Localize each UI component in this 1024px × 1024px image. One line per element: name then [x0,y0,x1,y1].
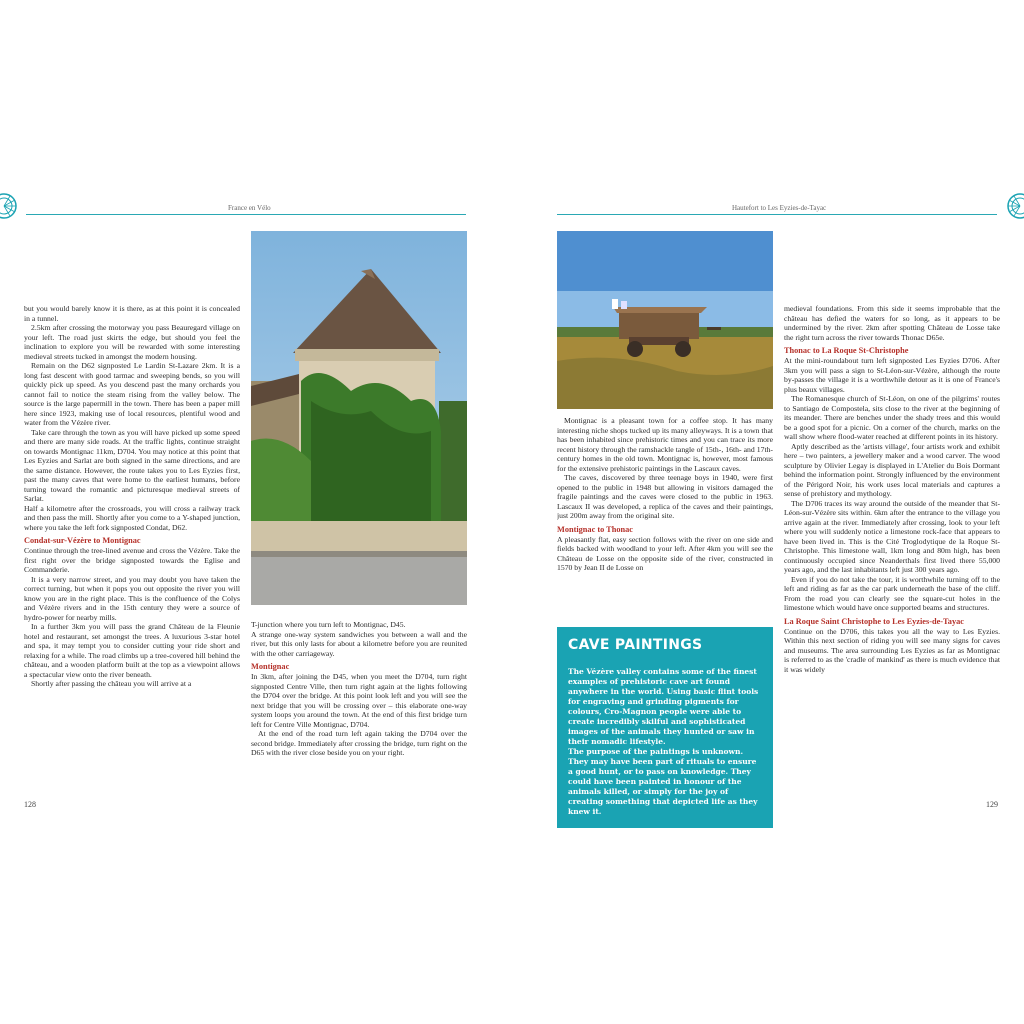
paragraph: The caves, discovered by three teenage boys in 1940, were first opened to the public in 1948 but allowing in visitors damaged the fragile paintings and the caves were closed to the public in 1963. Lascaux II was developed, a replica of the caves and their paintings, just 200m away from the original site. [557,473,773,520]
paragraph: Half a kilometre after the crossroads, you will cross a railway track and then pass the mill. Shortly after you come to a Y-shaped junction, where you take the left fork signposted Condat, D62. [24,503,240,532]
right-column-2 [784,304,1000,798]
paragraph: In 3km, after joining the D45, when you meet the D704, turn right signposted Centre Ville, then turn right again at the lights following the D704 over the bridge. At this point look left and you will see the next bridge that you will be crossing over – this elaborate one-way system loops you around the town. At the end of this first bridge turn left for Centre Ville Montignac, D704. [251,672,467,729]
section-heading: Montignac to Thonac [557,524,633,534]
paragraph: Shortly after passing the château you will arrive at a [31,679,192,688]
paragraph: The D706 traces its way around the outside of the meander that St-Léon-sur-Vézère sits within. 6km after the entrance to the village you arrive again at the river. Immediately after crossing, look to your left where you will suddenly notice a limestone rock-face that appears to have been lived in. This is the Cité Troglodytique de la Roque St-Christophe. This limestone wall, 1km long and 80m high, has been continuously occupied since Neanderthals first lived there 55,000 years ago, and the last inhabitants left just 300 years ago. [784,498,1000,574]
left-column-2 [251,620,467,800]
paragraph: Take care through the town as you will have picked up some speed and there are many side roads. At the traffic lights, continue straight on towards Montignac 11km, D704. You may notice at this point that Les Eyzies and Sarlat are both signed in the same directions, and are the same distance. However, the route takes you to Les Eyzies first, past the many caves that were home to the earliest humans, before turning toward the romantic and picturesque medieval streets of Sarlat. [24,427,240,503]
paragraph: Even if you do not take the tour, it is worthwhile turning off to the left and riding as far as the car park underneath the base of the cliff. From the road you can clearly see the square-cut holes in the limestone which would have once supported beams and structures. [784,574,1000,612]
photo-farm-machine [557,231,773,409]
section-heading: Condat-sur-Vézère to Montignac [24,536,141,545]
paragraph: medieval foundations. From this side it seems improbable that the château has defied the waters for so long, as it appears to be undermined by the river. 2km after spotting Château de Losse take the right turn across the river towards Thonac D65e. [784,304,1000,342]
paragraph: Remain on the D62 signposted Le Lardin St-Lazare 2km. It is a long fast descent with good tarmac and sweeping bends, so you will quickly pick up speed. As you descend past the many orchards you cannot fail to notice the steam rising from the valley below. The source is the large papermill in the town. There has been a paper mill here since 1923, making use of local resources, plentiful wood and water from the Vézère river. [24,361,240,427]
section-heading: Thonac to La Roque St-Christophe [784,346,909,355]
farm-illustration [557,231,773,409]
paragraph: T-junction where you turn left to Montignac, D45. [251,620,406,629]
paragraph: Montignac is a pleasant town for a coffee stop. It has many interesting niche shops tucked up its many alleyways. It is a town that has been inhabited since prehistoric times and you can trace its more recent history through the ramshackle tangle of 15th-, 16th- and 17th-century homes in the old town. Montignac is, however, most famous for the extensive prehistoric paintings in the Lascaux caves. [557,416,773,473]
left-column-1 [24,304,240,794]
section-heading: Montignac [251,662,290,671]
paragraph: Aptly described as the 'artists village', four artists work and exhibit here – two painters, a jewellery maker and a wood carver. The wood sculpture by Olivier Legay is displayed in L'Atelier du Bois Dormant behind the information point. Strongly influenced by the environment of the Périgord Noir, his work uses local materials and captures a sense of prehistory and mythology. [784,441,1000,498]
paragraph: At the mini-roundabout turn left signposted Les Eyzies D706. After 3km you will pass a sign to St-Léon-sur-Vézère, although the route by-passes the village it is a worthwhile detour as it is one of France's plus beaux villages. [784,356,1000,394]
panel-paragraph: The Vézère valley contains some of the finest examples of prehistoric cave art found anywhere in the world. Using basic flint tools for engraving and grinding pigments for colours, Cro-Magnon people were able to create incredibly skilful and sophisticated images of the animals they hunted or saw in their nomadic lifestyle. [568,667,759,746]
photo-tower [251,231,467,605]
tower-illustration [251,231,467,605]
paragraph: but you would barely know it is there, as at this point it is concealed in a tunnel. [24,304,240,323]
running-head-left: France en Vélo [228,204,271,212]
panel-paragraph: The purpose of the paintings is unknown. They may have been part of rituals to ensure a good hunt, or to pass on knowledge. They could have been painted in honour of the animals killed, or simply for the joy of creating something that depicted life as they knew it. [568,747,758,816]
page-number-left: 128 [24,800,36,809]
paragraph: It is a very narrow street, and you may doubt you have taken the correct turning, but when it pops you out opposite the river you will know you are in the right place. This is the confluence of the Colys and Vézère rivers and in the 15th century they were a source of hydro-power for nearby mills. [24,574,240,622]
paragraph: The Romanesque church of St-Léon, on one of the pilgrims' routes to Santiago de Compostela, sits close to the river at the beginning of its meander. There are benches under the shady trees and this would be a good spot for a picnic. On a corner of the church, marks on the wall show where flood-water reached at different points in its history. [784,394,1000,441]
paragraph: In a further 3km you will pass the grand Château de la Fleunie hotel and restaurant, set amongst the trees. A luxurious 3-star hotel and spa, it may tempt you to consider cutting your ride short and relaxing for a while. The road climbs up a tree-covered hill behind the château, and a wooden platform built at the top as a viewpoint allows a spectacular view onto the river beneath. [24,622,240,679]
rosette-right-icon [998,193,1024,219]
cave-paintings-panel [557,627,773,828]
page-number-right: 129 [986,800,998,809]
header-rule-left [26,214,466,215]
paragraph: A pleasantly flat, easy section follows with the river on one side and fields backed with woodland to your left. After 4km you will see the Château de Losse on the opposite side of the river, constructed in 1570 by Jean II de Losse on [557,534,773,572]
paragraph: A strange one-way system sandwiches you between a wall and the river, but this only lasts for about a kilometre before you are reunited with the other carriageway. [251,629,467,658]
paragraph: At the end of the road turn left again taking the D704 over the second bridge. Immediately after crossing the bridge, turn right on the D65 with the river close beside you on your right. [251,729,467,757]
paragraph: 2.5km after crossing the motorway you pass Beauregard village on your left. The road just skirts the edge, but should you feel the inclination to explore you will be rewarded with some interesting medieval streets tucked in amongst the modern housing. [24,323,240,361]
section-heading: La Roque Saint Christophe to Les Eyzies-de-Tayac [784,616,964,626]
panel-title: CAVE PAINTINGS [568,637,703,653]
header-rule-right [557,214,997,215]
rosette-left-icon [0,193,26,219]
running-head-right: Hautefort to Les Eyzies-de-Tayac [732,204,827,212]
paragraph: Continue on the D706, this takes you all the way to Les Eyzies. Within this next section of riding you will see many signs for caves and museums. The area surrounding Les Eyzies as far as Montignac is referred to as the 'cradle of mankind' as there is much evidence that it was widely [784,626,1000,674]
paragraph: Continue through the tree-lined avenue and cross the Vézère. Take the first right over the bridge signposted towards the Eglise and Commanderie. [24,546,240,574]
right-column-1 [557,416,773,622]
